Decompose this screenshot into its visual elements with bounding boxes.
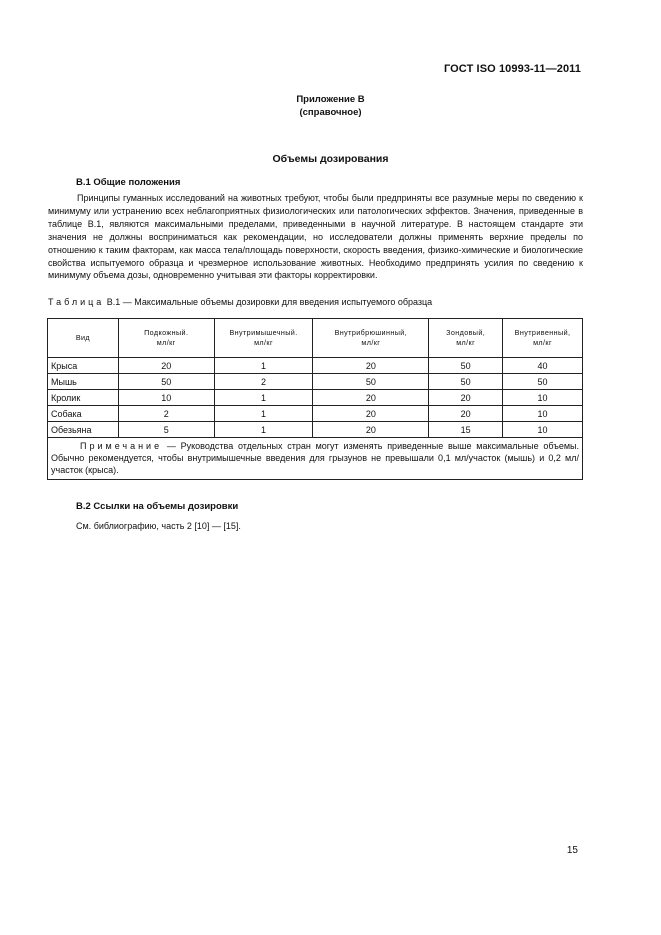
header-cell-subcutaneous: Подкожный. мл/кг [118,319,214,358]
table-cell: 1 [214,406,313,422]
table-cell: 50 [429,374,503,390]
annex-heading [0,93,661,119]
section-2-heading: В.2 Ссылки на объемы дозировки [76,501,239,512]
table-cell: 50 [503,374,583,390]
table-cell: 20 [313,406,429,422]
table-note-label: Примечание [80,441,163,451]
table-cell: 50 [429,358,503,374]
table-cell: Мышь [48,374,119,390]
table-cell: Собака [48,406,119,422]
table-cell: 20 [313,390,429,406]
header-cell-intravenous: Внутривенный, мл/кг [503,319,583,358]
table-note-text: — Руководства отдельных стран могут изменять приведенные выше максимальные объемы. Обычно рекомендуется, чтобы внутримышечные введения для грызунов не превышали 0,1 мл/участок (мышь) и 0,2 мл/участок (крыса). [51,441,579,475]
table-cell: 50 [313,374,429,390]
table-cell: 10 [503,406,583,422]
section-1-paragraph: Принципы гуманных исследований на животных требуют, чтобы были предприняты все разумные меры по сведению к минимуму или устранению всех неблагоприятных физиологических или патологических эффектов. Значения, приведенные в таблице В.1, являются максимальными пределами, приведенными в научной литературе. В настоящем стандарте эти значения не должны восприниматься как рекомендации, но исследователи должны применять верхние пределы по отношению к таким факторам, как масса тела/площадь поверхности, скорость введения, физико-химические и биологические свойства испытуемого образца и чрезмерное использование животных. Необходимо предпринять усилия по сведению к минимуму объема дозы, одновременно учитывая эти факторы корректировки. [48,193,583,281]
table-caption-text: В.1 — Максимальные объемы дозировки для введения испытуемого образца [104,297,433,307]
table-cell: Кролик [48,390,119,406]
table-cell: 1 [214,390,313,406]
section-1-heading: В.1 Общие положения [76,177,181,188]
table-caption-label: Таблица [48,297,105,307]
table-cell: 20 [118,358,214,374]
dosage-table [47,318,583,480]
table-cell: 2 [118,406,214,422]
table-cell: 2 [214,374,313,390]
header-cell-species: Вид [48,319,119,358]
document-header-id: ГОСТ ISO 10993-11—2011 [443,63,581,75]
table-row [48,422,583,438]
table-note-row [48,438,583,480]
table-cell: 20 [429,390,503,406]
table-cell: 40 [503,358,583,374]
table-cell: 5 [118,422,214,438]
table-cell: 10 [118,390,214,406]
table-cell: 10 [503,390,583,406]
table-cell: 1 [214,358,313,374]
table-cell: 20 [313,422,429,438]
table-row [48,406,583,422]
table-cell: 50 [118,374,214,390]
page-number: 15 [566,845,578,856]
table-row [48,374,583,390]
table-cell: Крыса [48,358,119,374]
table-cell: 20 [313,358,429,374]
table-cell: 10 [503,422,583,438]
table-cell: 20 [429,406,503,422]
header-cell-intraperitoneal: Внутрибрюшинный, мл/кг [313,319,429,358]
table-caption [48,297,432,307]
header-cell-intramuscular: Внутримышечный. мл/кг [214,319,313,358]
table-cell: 15 [429,422,503,438]
table-cell: Обезьяна [48,422,119,438]
annex-subtitle: (справочное) [299,107,362,118]
table-row [48,390,583,406]
header-cell-gavage: Зондовый, мл/кг [429,319,503,358]
annex-title: Приложение В [296,94,365,105]
table-row [48,358,583,374]
page-title: Объемы дозирования [272,153,389,165]
table-header-row [48,319,583,358]
table-cell: 1 [214,422,313,438]
section-2-text: См. библиографию, часть 2 [10] — [15]. [76,521,241,531]
table-note [48,438,583,480]
